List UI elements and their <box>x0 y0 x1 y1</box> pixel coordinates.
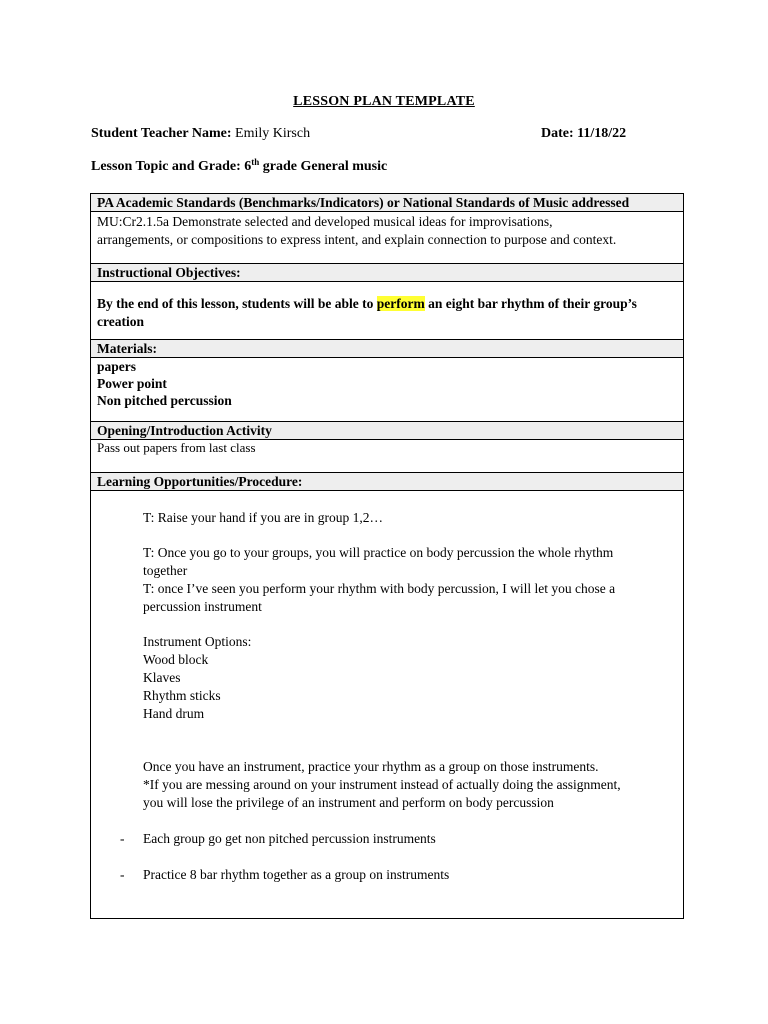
opening-section <box>91 422 683 473</box>
standards-header: PA Academic Standards (Benchmarks/Indicators) or National Standards of Music addressed <box>91 194 683 212</box>
procedure-line: Instrument Options: <box>143 634 252 649</box>
procedure-line: Once you have an instrument, practice your rhythm as a group on those instruments. <box>143 759 599 774</box>
objectives-body <box>91 282 683 339</box>
bullet-dash: - <box>120 867 125 882</box>
lesson-date: Date: 11/18/22 <box>541 126 627 141</box>
procedure-line: T: once I’ve seen you perform your rhythm with body percussion, I will let you chose a <box>143 581 616 596</box>
procedure-header: Learning Opportunities/Procedure: <box>91 473 683 491</box>
procedure-line: Klaves <box>143 670 181 685</box>
materials-section <box>91 340 683 422</box>
student-teacher-row <box>91 126 310 142</box>
materials-body <box>91 358 683 421</box>
standards-line: MU:Cr2.1.5a Demonstrate selected and developed musical ideas for improvisations, <box>97 214 553 229</box>
objective-line: creation <box>97 314 144 329</box>
procedure-line: *If you are messing around on your instrument instead of actually doing the assignment, <box>143 777 621 792</box>
procedure-line: Rhythm sticks <box>143 688 221 703</box>
lesson-plan-table <box>90 193 684 919</box>
lesson-topic-ordinal: th <box>251 157 260 167</box>
materials-header: Materials: <box>91 340 683 358</box>
objective-line <box>97 295 677 313</box>
procedure-line: Wood block <box>143 652 209 667</box>
procedure-bullet: Each group go get non pitched percussion instruments <box>143 831 436 846</box>
lesson-topic-label: Lesson Topic and Grade: 6 <box>91 159 252 174</box>
objective-text-end: an eight bar rhythm of their group’s <box>424 296 637 311</box>
procedure-line: together <box>143 563 188 578</box>
procedure-line: Hand drum <box>143 706 205 721</box>
procedure-line: percussion instrument <box>143 599 262 614</box>
standards-section <box>91 194 683 264</box>
objectives-section <box>91 264 683 340</box>
objectives-header: Instructional Objectives: <box>91 264 683 282</box>
procedure-section <box>91 473 683 918</box>
materials-item: Power point <box>97 376 167 391</box>
procedure-line: T: Once you go to your groups, you will practice on body percussion the whole rhythm <box>143 545 614 560</box>
lesson-topic-row <box>91 159 387 175</box>
materials-item: papers <box>97 359 137 374</box>
bullet-dash: - <box>120 831 125 846</box>
objective-text-start: By the end of this lesson, students will be able to <box>97 296 377 311</box>
procedure-body <box>91 491 683 918</box>
procedure-line: T: Raise your hand if you are in group 1,2… <box>143 510 384 525</box>
student-teacher-name: Emily Kirsch <box>235 126 311 141</box>
standards-body <box>91 212 683 263</box>
objective-highlight: perform <box>376 296 425 311</box>
opening-body: Pass out papers from last class <box>97 440 256 455</box>
standards-line: arrangements, or compositions to express intent, and explain connection to purpose and context. <box>97 232 617 247</box>
materials-item: Non pitched percussion <box>97 393 232 408</box>
opening-header: Opening/Introduction Activity <box>91 422 683 440</box>
lesson-topic-rest: grade General music <box>259 159 388 174</box>
student-teacher-label: Student Teacher Name: <box>91 126 232 141</box>
document-title: LESSON PLAN TEMPLATE <box>293 94 475 109</box>
procedure-bullet: Practice 8 bar rhythm together as a group on instruments <box>143 867 450 882</box>
procedure-line: you will lose the privilege of an instrument and perform on body percussion <box>143 795 554 810</box>
